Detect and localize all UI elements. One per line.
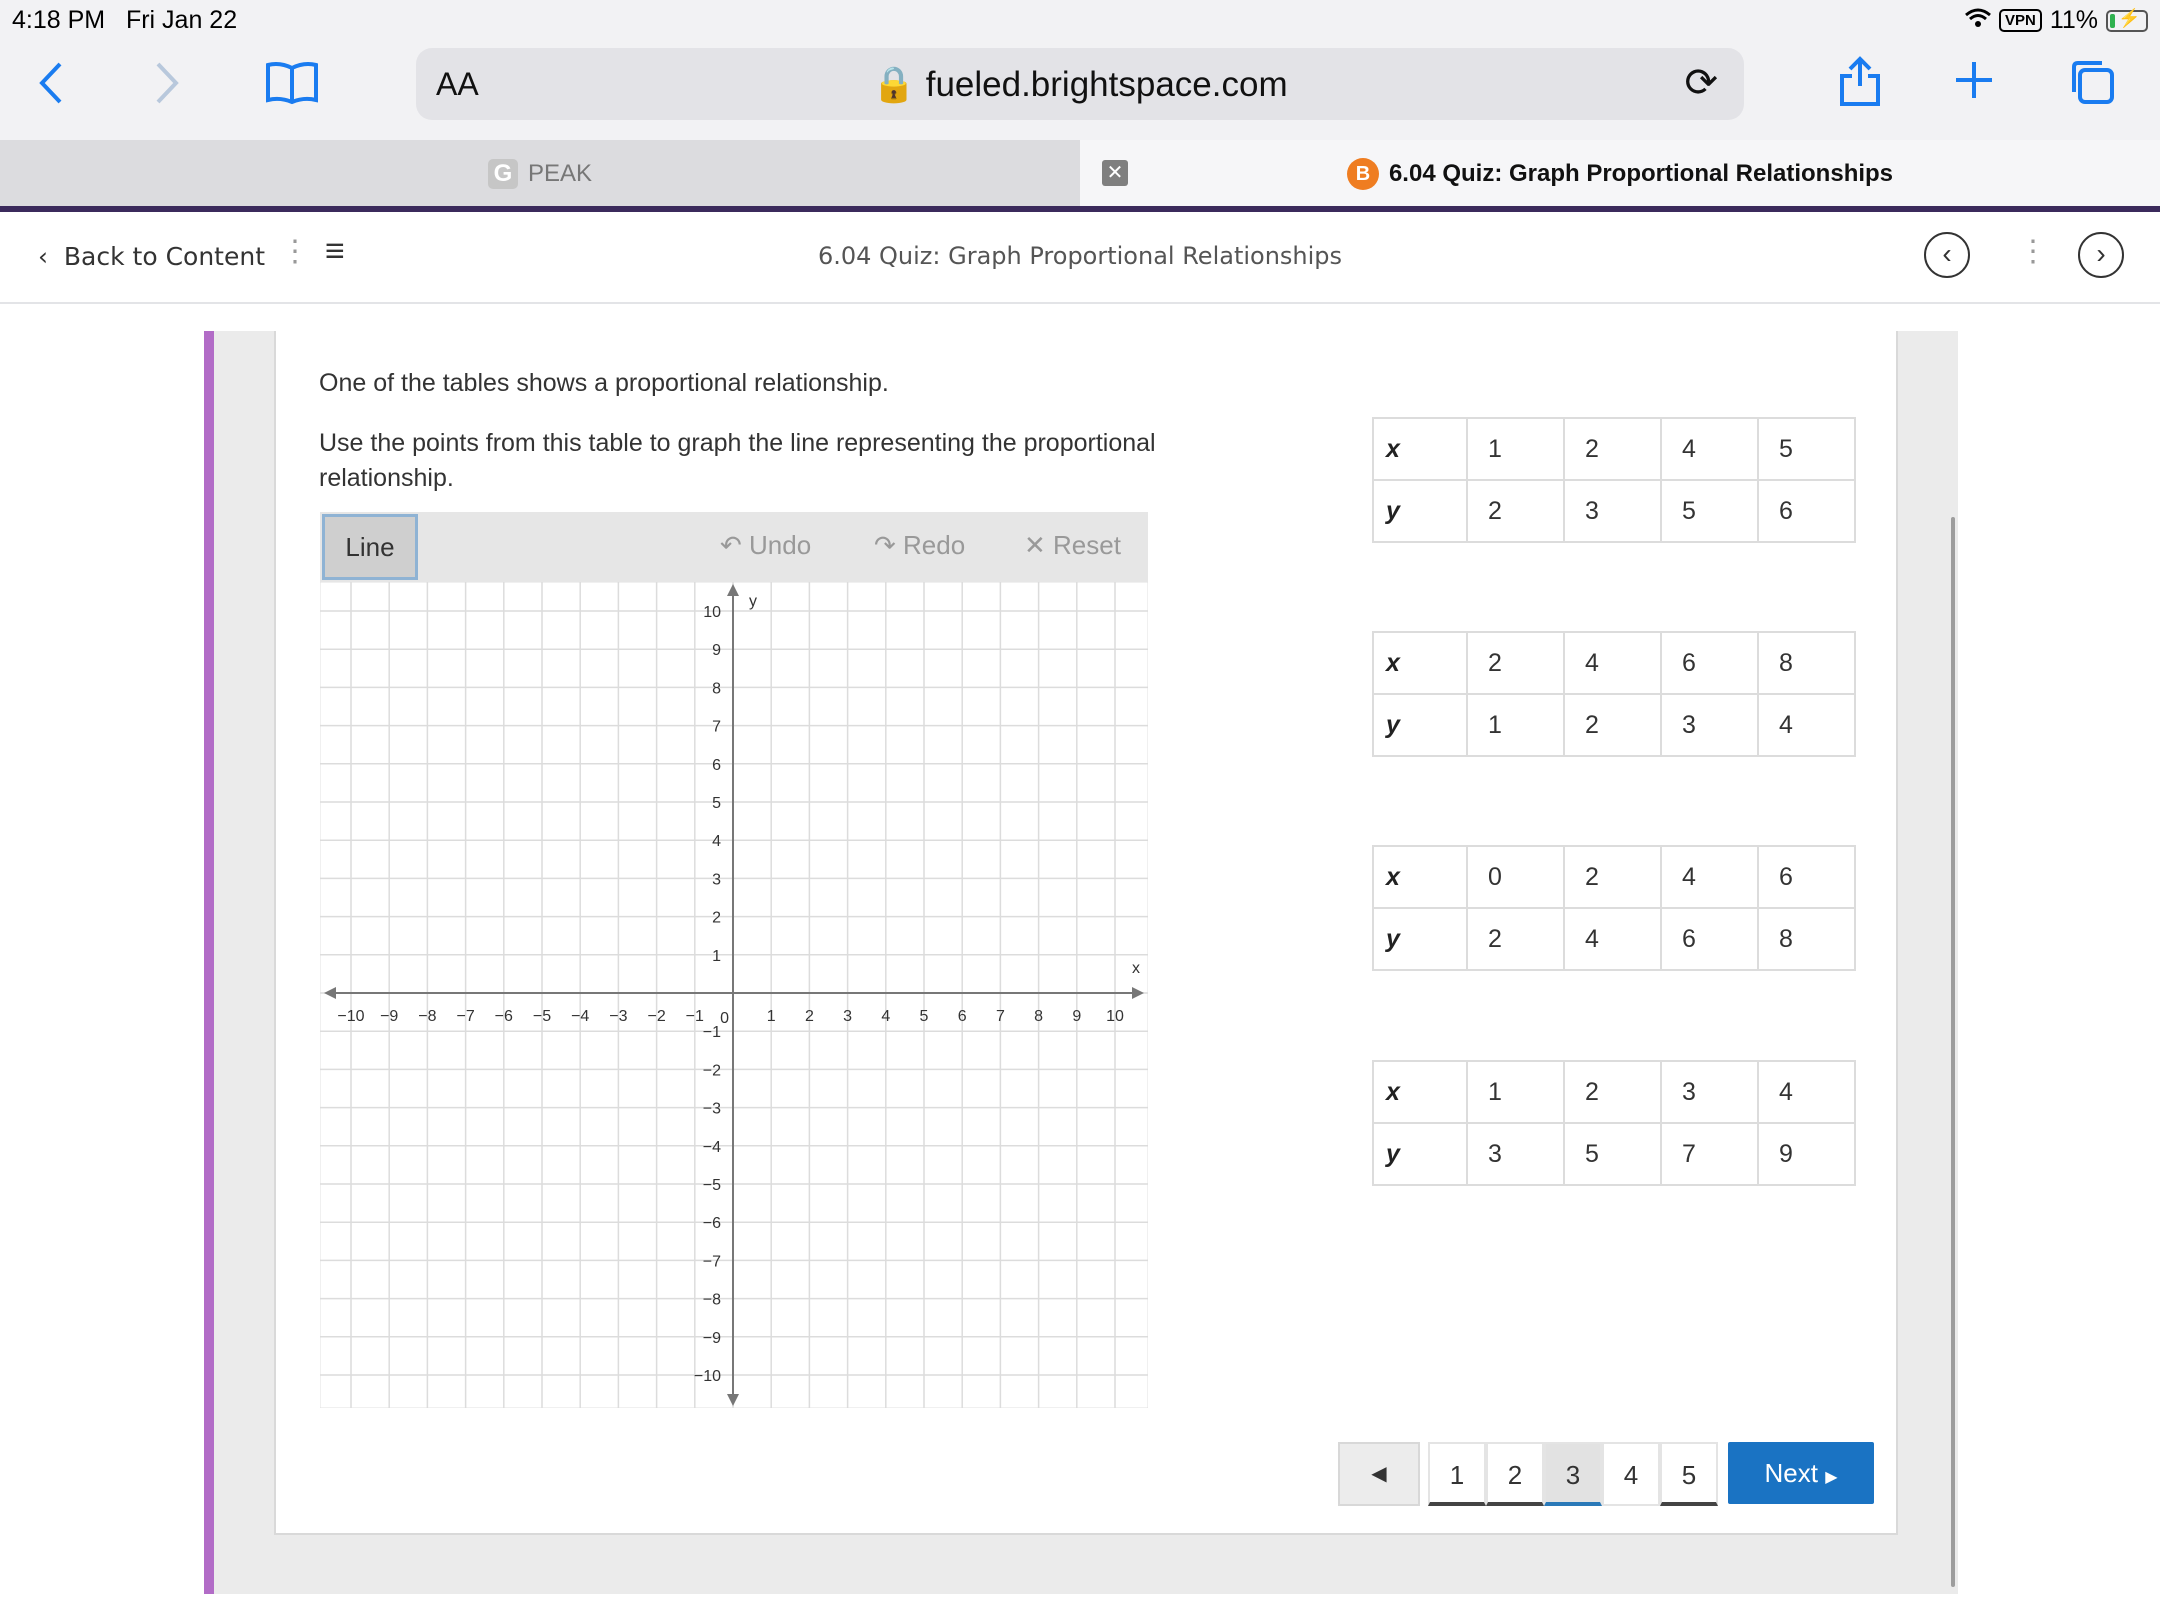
x-tick-label: 5 <box>919 1008 929 1025</box>
status-bar <box>0 0 2160 40</box>
table-cell: 3 <box>1661 1061 1758 1123</box>
status-time: 4:18 PM Fri Jan 22 <box>12 6 238 34</box>
table-cell: 4 <box>1758 1061 1855 1123</box>
x-tick-label: −9 <box>380 1008 399 1025</box>
x-tick-label: 1 <box>766 1008 776 1025</box>
table-cell: 2 <box>1564 1061 1661 1123</box>
y-tick-label: −9 <box>702 1329 721 1347</box>
x-tick-label: −8 <box>418 1008 437 1025</box>
y-tick-label: −10 <box>693 1368 721 1385</box>
bookmarks-icon[interactable] <box>264 60 320 114</box>
y-tick-label: 6 <box>712 756 721 774</box>
x-tick-label: 10 <box>1106 1008 1124 1025</box>
table-cell: 8 <box>1758 632 1855 694</box>
table-y-label: y <box>1373 1123 1467 1185</box>
table-cell: 2 <box>1467 480 1564 542</box>
table-y-label: y <box>1373 908 1467 970</box>
table-cell: 3 <box>1661 694 1758 756</box>
page-button-1[interactable]: 1 <box>1428 1442 1486 1506</box>
coordinate-plane[interactable] <box>320 582 1148 1408</box>
x-tick-label: 4 <box>881 1008 891 1025</box>
triangle-right-icon: ▶ <box>1825 1469 1838 1486</box>
tab-favicon: G <box>488 159 518 189</box>
battery-percent: 11% <box>2049 6 2098 34</box>
graph-toolbar <box>320 512 1148 582</box>
reset-button[interactable]: ✕ Reset <box>1024 530 1121 560</box>
table-cell: 0 <box>1467 846 1564 908</box>
vpn-badge: VPN <box>1999 9 2042 32</box>
y-tick-label: 7 <box>712 718 721 736</box>
chevron-left-icon: ‹ <box>38 242 48 271</box>
table-cell: 4 <box>1661 418 1758 480</box>
close-icon: ✕ <box>1024 530 1046 560</box>
y-tick-label: 1 <box>712 947 721 965</box>
accent-stripe <box>204 331 214 1594</box>
table-cell: 3 <box>1467 1123 1564 1185</box>
table-cell: 4 <box>1758 694 1855 756</box>
previous-page-button[interactable] <box>1338 1442 1420 1506</box>
x-tick-label: 9 <box>1072 1008 1082 1025</box>
origin-label: 0 <box>720 1010 729 1027</box>
tab-favicon: B <box>1347 158 1379 190</box>
divider-dots: ⋮ <box>2018 235 2048 268</box>
question-text-2: Use the points from this table to graph the line representing the proportional <box>319 429 1156 457</box>
y-tick-label: 4 <box>712 833 721 851</box>
battery-icon: ⚡ <box>2106 10 2148 32</box>
table-cell: 5 <box>1564 1123 1661 1185</box>
previous-topic-button[interactable]: ‹ <box>1924 232 1970 278</box>
y-tick-label: −6 <box>702 1215 721 1233</box>
y-tick-label: −7 <box>702 1253 721 1271</box>
browser-toolbar <box>0 40 2160 140</box>
x-tick-label: −3 <box>609 1008 628 1025</box>
tab-quiz[interactable] <box>1080 140 2160 207</box>
y-tick-label: 10 <box>703 604 721 621</box>
x-tick-label: −1 <box>685 1008 704 1025</box>
page-button-3[interactable]: 3 <box>1544 1442 1602 1506</box>
y-tick-label: 2 <box>712 909 721 927</box>
tab-peak[interactable] <box>0 140 1080 207</box>
y-tick-label: −1 <box>702 1024 721 1042</box>
table-x-label: x <box>1373 632 1467 694</box>
x-tick-label: −10 <box>337 1008 365 1025</box>
x-tick-label: −5 <box>532 1008 552 1025</box>
divider-dots: ⋮ <box>280 235 310 268</box>
url-text: 🔒 fueled.brightspace.com <box>872 65 1288 104</box>
table-cell: 2 <box>1467 632 1564 694</box>
tab-label: PEAK <box>527 159 593 187</box>
x-tick-label: 6 <box>957 1008 967 1025</box>
table-y-label: y <box>1373 694 1467 756</box>
table-cell: 2 <box>1467 908 1564 970</box>
table-1 <box>1372 417 1856 543</box>
table-cell: 6 <box>1758 480 1855 542</box>
table-cell: 4 <box>1661 846 1758 908</box>
forward-arrow-icon[interactable] <box>152 60 182 114</box>
tab-label: 6.04 Quiz: Graph Proportional Relationships <box>1388 159 1894 187</box>
table-x-label: x <box>1373 846 1467 908</box>
y-axis-label: y <box>749 593 757 610</box>
table-cell: 2 <box>1564 846 1661 908</box>
wifi-icon <box>1965 6 1991 35</box>
x-tick-label: 2 <box>804 1008 814 1025</box>
new-tab-plus-icon[interactable] <box>1952 58 1996 110</box>
x-tick-label: −2 <box>647 1008 666 1025</box>
table-cell: 1 <box>1467 418 1564 480</box>
table-x-label: x <box>1373 418 1467 480</box>
address-bar[interactable] <box>416 48 1744 120</box>
scrollbar[interactable] <box>1951 517 1955 1587</box>
x-tick-label: −4 <box>571 1008 590 1025</box>
reload-icon[interactable]: ⟳ <box>1684 61 1718 105</box>
page-button-4[interactable]: 4 <box>1602 1442 1660 1506</box>
table-cell: 6 <box>1661 632 1758 694</box>
undo-button[interactable]: ↶ Undo <box>720 530 812 560</box>
y-tick-label: 5 <box>712 795 721 812</box>
page-button-2[interactable]: 2 <box>1486 1442 1544 1506</box>
table-cell: 1 <box>1467 1061 1564 1123</box>
y-tick-label: 9 <box>712 642 721 660</box>
table-cell: 2 <box>1564 418 1661 480</box>
y-tick-label: 3 <box>712 871 721 889</box>
tabs-overview-icon[interactable] <box>2068 58 2116 114</box>
x-tick-label: −7 <box>456 1008 475 1025</box>
triangle-left-icon: ◀ <box>1371 1463 1387 1485</box>
table-cell: 4 <box>1564 908 1661 970</box>
reader-aa-button[interactable]: AA <box>436 66 479 102</box>
x-tick-label: −6 <box>494 1008 513 1025</box>
table-4 <box>1372 1060 1856 1186</box>
table-cell: 6 <box>1661 908 1758 970</box>
back-arrow-icon[interactable] <box>36 60 66 114</box>
tab-strip <box>0 140 2160 207</box>
undo-icon: ↶ <box>720 530 742 560</box>
back-to-content-link[interactable]: ‹ Back to Content <box>38 242 266 271</box>
status-right <box>1965 6 2148 35</box>
table-2 <box>1372 631 1856 757</box>
y-tick-label: −8 <box>702 1291 721 1309</box>
table-y-label: y <box>1373 480 1467 542</box>
y-tick-label: −4 <box>702 1138 721 1156</box>
y-tick-label: 8 <box>712 680 721 698</box>
lock-icon: 🔒 <box>872 65 916 104</box>
table-cell: 1 <box>1467 694 1564 756</box>
table-cell: 5 <box>1758 418 1855 480</box>
table-cell: 9 <box>1758 1123 1855 1185</box>
y-tick-label: −2 <box>702 1062 721 1080</box>
question-text-3: relationship. <box>319 464 454 492</box>
question-text-1: One of the tables shows a proportional relationship. <box>319 369 889 397</box>
share-icon[interactable] <box>1838 56 1882 116</box>
table-cell: 6 <box>1758 846 1855 908</box>
table-cell: 5 <box>1661 480 1758 542</box>
x-tick-label: 8 <box>1034 1008 1044 1025</box>
redo-button[interactable]: ↷ Redo <box>874 530 966 560</box>
y-tick-label: −3 <box>702 1100 721 1118</box>
table-cell: 4 <box>1564 632 1661 694</box>
table-cell: 7 <box>1661 1123 1758 1185</box>
next-topic-button[interactable]: › <box>2078 232 2124 278</box>
line-tool-button[interactable]: Line <box>322 514 418 580</box>
next-button[interactable]: Next ▶ <box>1728 1442 1874 1504</box>
redo-icon: ↷ <box>874 530 896 560</box>
page-title: 6.04 Quiz: Graph Proportional Relationships <box>817 242 1343 270</box>
close-tab-icon[interactable]: ✕ <box>1102 160 1128 186</box>
table-3 <box>1372 845 1856 971</box>
x-axis-label: x <box>1132 960 1140 977</box>
page-button-5[interactable]: 5 <box>1660 1442 1718 1506</box>
table-cell: 8 <box>1758 908 1855 970</box>
table-cell: 2 <box>1564 694 1661 756</box>
x-tick-label: 3 <box>843 1008 853 1025</box>
content-header <box>0 212 2160 304</box>
hamburger-menu-icon[interactable]: ≡ <box>325 232 345 270</box>
table-cell: 3 <box>1564 480 1661 542</box>
x-tick-label: 7 <box>995 1008 1005 1025</box>
table-x-label: x <box>1373 1061 1467 1123</box>
y-tick-label: −5 <box>702 1177 721 1194</box>
